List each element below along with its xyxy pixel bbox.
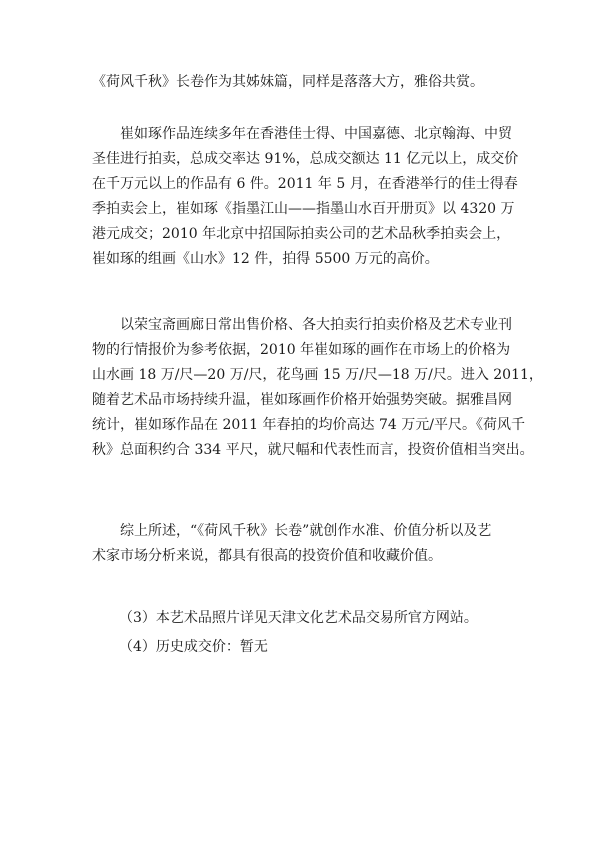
text-line: （3）本艺术品照片详见天津文化艺术品交易所官方网站。 [119,610,478,626]
text-line: 以荣宝斋画廊日常出售价格、各大拍卖行拍卖价格及艺术专业刊 [120,317,512,333]
text-line: 港元成交；2010 年北京中招国际拍卖公司的艺术品秋季拍卖会上， [92,226,511,242]
text-line: 圣佳进行拍卖，总成交率达 91%，总成交额达 11 亿元以上，成交价 [92,151,519,167]
text-line: 秋》总面积约合 334 平尺，就尺幅和代表性而言，投资价值相当突出。 [92,442,534,458]
text-line: 随着艺术品市场持续升温，崔如琢画作价格开始强势突破。据雅昌网 [92,392,512,408]
paragraph-conclusion [92,519,514,569]
text-line: 物的行情报价为参考依据，2010 年崔如琢的画作在市场上的价格为 [92,342,511,358]
paragraph-auction-history [92,122,519,272]
paragraph-intro [92,70,514,95]
text-line: 在千万元以上的作品有 6 件。2011 年 5 月，在香港举行的佳士得春 [92,176,518,192]
text-line: 《荷风千秋》长卷作为其姊妹篇，同样是落落大方，雅俗共赏。 [92,74,484,90]
text-line: 统计，崔如琢作品在 2011 年春拍的均价高达 74 万元/平尺。《荷风千 [92,417,525,433]
text-line: 崔如琢的组画《山水》12 件，拍得 5500 万元的高价。 [92,251,439,267]
list-item-price-history [119,635,541,660]
paragraph-price-analysis [92,313,543,463]
list-item-photo [119,606,541,631]
text-line: 季拍卖会上，崔如琢《指墨江山——指墨山水百开册页》以 4320 万 [92,201,515,217]
text-line: （4）历史成交价：暂无 [119,639,268,655]
text-line: 山水画 18 万/尺—20 万/尺，花鸟画 15 万/尺—18 万/尺。进入 2011， [92,367,543,383]
text-line: 崔如琢作品连续多年在香港佳士得、中国嘉德、北京翰海、中贸 [120,126,512,142]
text-line: 综上所述，“《荷风千秋》长卷”就创作水准、价值分析以及艺 [120,523,492,539]
text-line: 术家市场分析来说，都具有很高的投资价值和收藏价值。 [92,548,442,564]
